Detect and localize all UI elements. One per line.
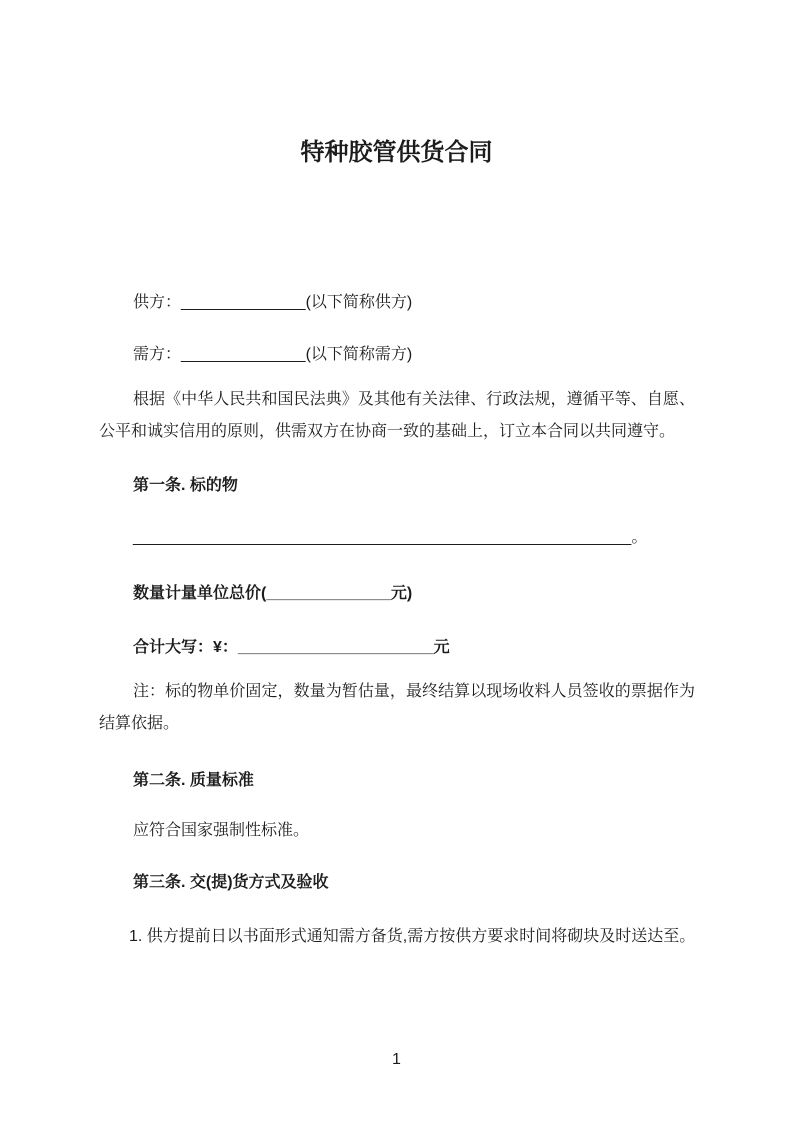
article-2-heading: 第二条. 质量标准 bbox=[133, 772, 254, 789]
supplier-line: 供方：______________(以下简称供方) bbox=[133, 294, 413, 311]
article-3-heading: 第三条. 交(提)货方式及验收 bbox=[133, 874, 329, 891]
note-paragraph: 注：标的物单价固定，数量为暂估量，最终结算以现场收料人员签收的票据作为结算依据。 bbox=[99, 683, 695, 732]
buyer-line: 需方：______________(以下简称需方) bbox=[133, 346, 413, 363]
quantity-line: 数量计量单位总价(______________元) bbox=[133, 585, 413, 602]
article-1-heading: 第一条. 标的物 bbox=[133, 477, 238, 494]
quality-standard-text: 应符合国家强制性标准。 bbox=[133, 822, 310, 839]
subject-blank-line: ________________________________________________________。 bbox=[133, 529, 648, 546]
page-number: 1 bbox=[392, 1051, 401, 1068]
preamble-paragraph: 根据《中华人民共和国民法典》及其他有关法律、行政法规，遵循平等、自愿、公平和诚实信用的原则，供需双方在协商一致的基础上，订立本合同以共同遵守。 bbox=[99, 391, 695, 440]
delivery-item-1: 1. 供方提前日以书面形式通知需方备货,需方按供方要求时间将砌块及时送达至。 bbox=[129, 928, 696, 945]
document-title: 特种胶管供货合同 bbox=[300, 139, 493, 166]
total-amount-line: 合计大写：¥：______________________元 bbox=[133, 639, 450, 656]
